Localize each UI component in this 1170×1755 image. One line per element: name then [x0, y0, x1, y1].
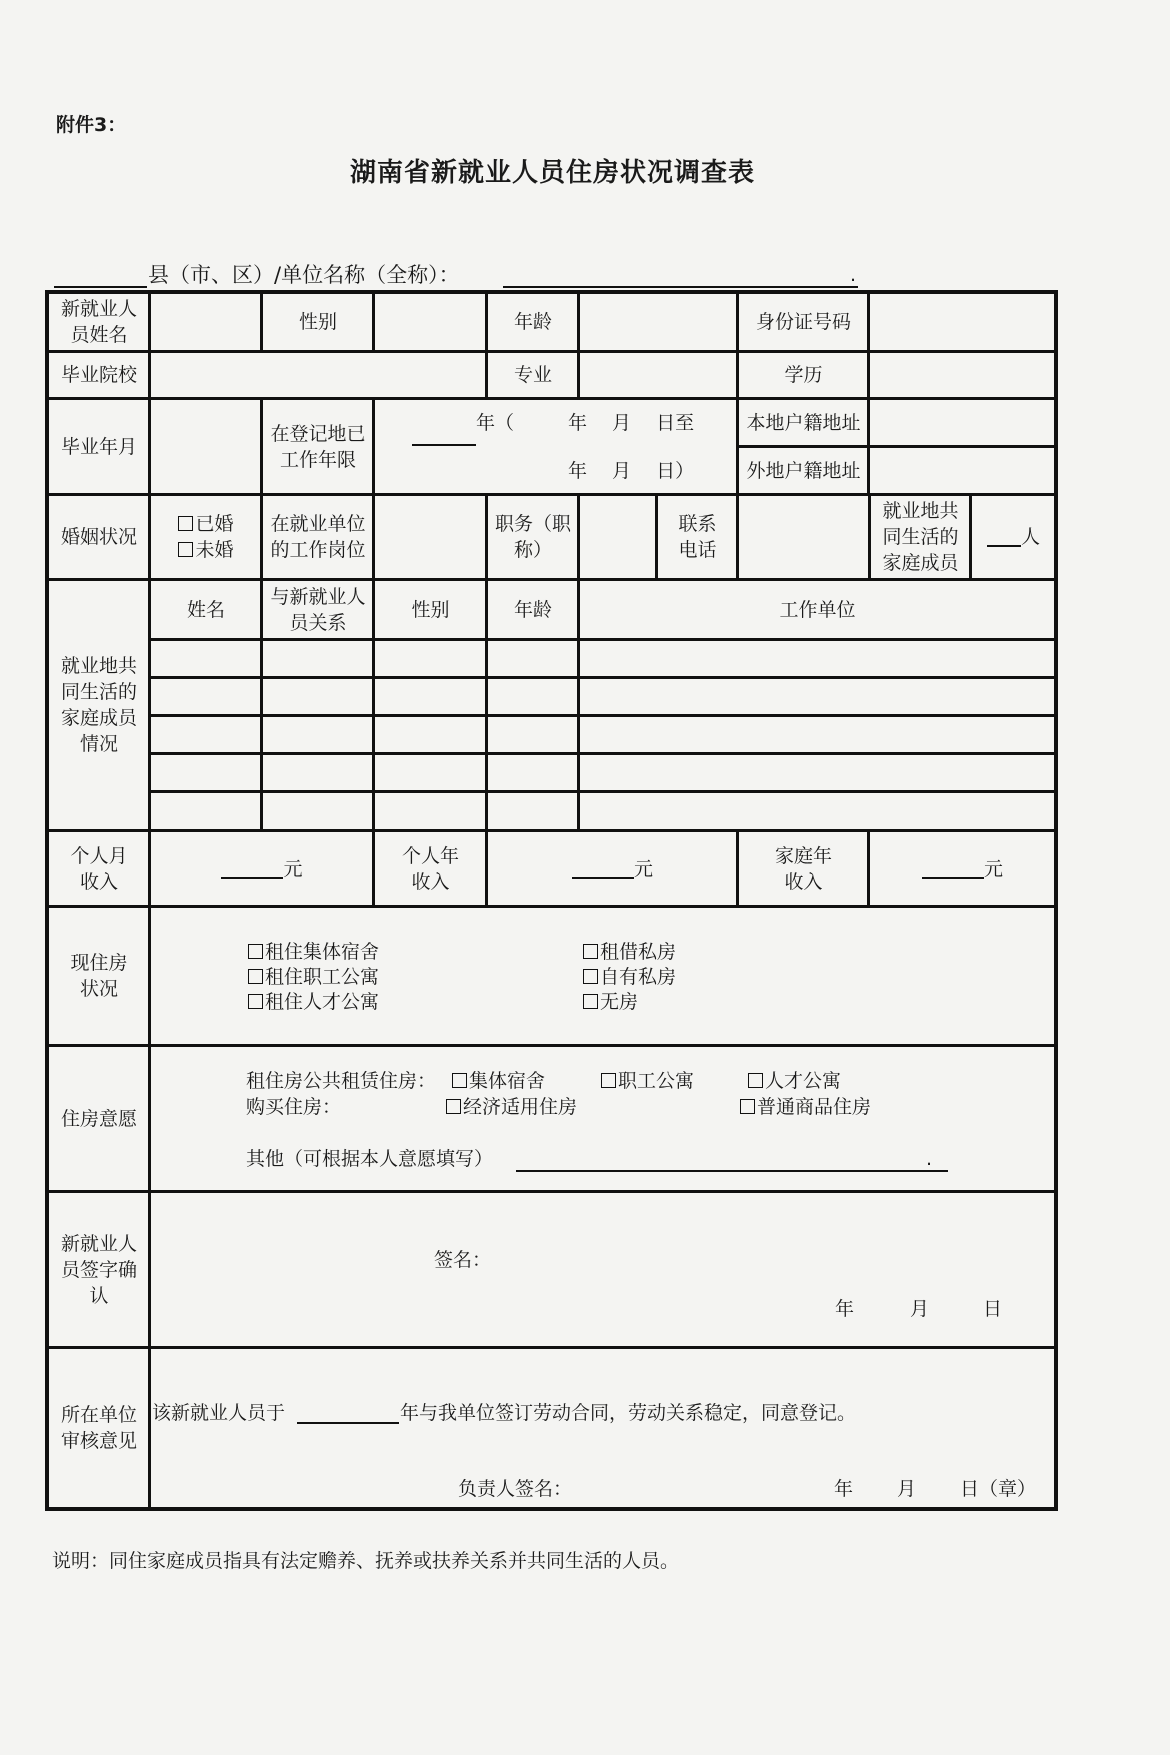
- married-checkbox[interactable]: 已婚: [178, 511, 233, 537]
- housing-option-no-house[interactable]: 无房: [583, 990, 676, 1015]
- family-member-relation-input[interactable]: [264, 679, 372, 714]
- unit-name-end: .: [850, 264, 857, 286]
- family-member-workplace-input[interactable]: [581, 793, 1054, 828]
- family-member-gender-input[interactable]: [376, 641, 485, 676]
- family-member-workplace-input[interactable]: [581, 755, 1054, 790]
- housing-label: 现住房状况: [70, 952, 128, 1000]
- family-col-workplace: 工作单位: [779, 598, 856, 621]
- checkbox-icon: [748, 1073, 763, 1088]
- housing-option-own-house[interactable]: 自有私房: [583, 965, 676, 990]
- title-label: 职务（职称）: [494, 513, 571, 561]
- gender-input[interactable]: [376, 294, 485, 350]
- family-member-relation-input[interactable]: [264, 717, 372, 752]
- age-input[interactable]: [581, 294, 736, 350]
- grad-input[interactable]: [152, 400, 260, 493]
- family-member-name-input[interactable]: [152, 793, 260, 828]
- family-member-gender-input[interactable]: [376, 717, 485, 752]
- footnote: 说明：同住家庭成员指具有法定赡养、抚养或扶养关系并共同生活的人员。: [52, 1550, 680, 1572]
- signature-year: 年: [835, 1298, 855, 1320]
- family-count-field[interactable]: 人: [973, 496, 1054, 578]
- checkbox-icon: [740, 1099, 755, 1114]
- housing-options-left: [248, 940, 379, 1015]
- signature-month: 月: [910, 1298, 930, 1320]
- intent-buy-affordable[interactable]: 经济适用住房: [446, 1094, 577, 1120]
- housing-option-private-rent[interactable]: 租借私房: [583, 940, 676, 965]
- checkbox-icon: [583, 944, 598, 959]
- review-year: 年: [834, 1478, 854, 1500]
- checkbox-icon: [446, 1099, 461, 1114]
- family-member-name-input[interactable]: [152, 641, 260, 676]
- family-member-gender-input[interactable]: [376, 679, 485, 714]
- work-years-input[interactable]: [412, 428, 476, 446]
- signature-input[interactable]: [500, 1240, 800, 1276]
- family-income-field[interactable]: 元: [871, 832, 1054, 905]
- checkbox-icon: [178, 516, 193, 531]
- checkbox-icon: [452, 1073, 467, 1088]
- unmarried-checkbox[interactable]: 未婚: [178, 537, 233, 563]
- review-signer-label: 负责人签名：: [458, 1478, 573, 1500]
- family-member-name-input[interactable]: [152, 717, 260, 752]
- work-years-label: 在登记地已工作年限: [270, 422, 366, 471]
- education-input[interactable]: [871, 353, 1054, 397]
- review-text-after: 年与我单位签订劳动合同，劳动关系稳定，同意登记。: [400, 1402, 857, 1424]
- family-member-age-input[interactable]: [489, 717, 577, 752]
- gender-label: 性别: [298, 311, 337, 333]
- family-member-relation-input[interactable]: [264, 793, 372, 828]
- signature-label: 签名：: [434, 1249, 492, 1271]
- intent-label: 住房意愿: [60, 1107, 137, 1130]
- local-hukou-label: 本地户籍地址: [746, 411, 861, 434]
- education-label: 学历: [784, 364, 823, 386]
- page-title: 湖南省新就业人员住房状况调查表: [349, 158, 755, 188]
- checkbox-icon: [178, 542, 193, 557]
- other-hukou-label: 外地户籍地址: [746, 459, 861, 482]
- checkbox-icon: [583, 969, 598, 984]
- family-member-age-input[interactable]: [489, 679, 577, 714]
- annual-income-label: 个人年收入: [401, 844, 459, 893]
- family-col-gender: 性别: [411, 598, 450, 621]
- checkbox-icon: [248, 994, 263, 1009]
- post-label: 在就业单位的工作岗位: [270, 513, 366, 561]
- checkbox-icon: [583, 994, 598, 1009]
- intent-other-label: 其他（可根据本人意愿填写）: [246, 1148, 494, 1170]
- intent-buy-label: 购买住房：: [246, 1096, 342, 1118]
- marital-label: 婚姻状况: [60, 526, 137, 548]
- family-member-gender-input[interactable]: [376, 793, 485, 828]
- family-member-name-input[interactable]: [152, 679, 260, 714]
- unit-name-field[interactable]: [503, 262, 858, 288]
- intent-buy-commercial[interactable]: 普通商品住房: [740, 1094, 871, 1120]
- title-input[interactable]: [581, 496, 655, 578]
- county-field[interactable]: [54, 262, 147, 288]
- housing-option-dorm[interactable]: 租住集体宿舍: [248, 940, 379, 965]
- intent-rent-label: 租住房公共租赁住房：: [246, 1070, 437, 1092]
- review-year-input[interactable]: [297, 1404, 399, 1424]
- major-label: 专业: [513, 364, 552, 386]
- id-input[interactable]: [871, 294, 1054, 350]
- age-label: 年龄: [513, 311, 552, 333]
- housing-option-talent-apartment[interactable]: 租住人才公寓: [248, 990, 379, 1015]
- major-input[interactable]: [581, 353, 736, 397]
- housing-option-staff-apartment[interactable]: 租住职工公寓: [248, 965, 379, 990]
- family-member-workplace-input[interactable]: [581, 641, 1054, 676]
- monthly-income-label: 个人月收入: [70, 844, 128, 893]
- housing-options-right: [583, 940, 676, 1015]
- school-label: 毕业院校: [60, 364, 137, 386]
- family-section-label: 就业地共同生活的家庭成员情况: [60, 655, 137, 755]
- family-member-name-input[interactable]: [152, 755, 260, 790]
- family-col-name: 姓名: [186, 598, 225, 621]
- family-col-age: 年龄: [513, 598, 552, 621]
- signature-day: 日: [983, 1298, 1003, 1320]
- review-month: 月: [897, 1478, 917, 1500]
- family-member-relation-input[interactable]: [264, 641, 372, 676]
- family-income-label: 家庭年收入: [774, 844, 832, 893]
- phone-input[interactable]: [740, 496, 868, 578]
- review-text-before: 该新就业人员于: [152, 1402, 286, 1424]
- id-label: 身份证号码: [755, 311, 851, 333]
- intent-rent-talent[interactable]: 人才公寓: [748, 1068, 841, 1094]
- post-input[interactable]: [376, 496, 485, 578]
- family-member-age-input[interactable]: [489, 755, 577, 790]
- intent-other-end: .: [926, 1148, 933, 1170]
- checkbox-icon: [248, 944, 263, 959]
- review-day-seal: 日（章）: [960, 1478, 1037, 1500]
- family-member-gender-input[interactable]: [376, 755, 485, 790]
- family-count-label: 就业地共同生活的家庭成员: [882, 500, 959, 574]
- checkbox-icon: [248, 969, 263, 984]
- checkbox-icon: [601, 1073, 616, 1088]
- other-hukou-input[interactable]: [871, 448, 1054, 493]
- phone-label: 联系电话: [678, 513, 717, 561]
- family-col-relation: 与新就业人员关系: [270, 585, 366, 634]
- grad-label: 毕业年月: [60, 435, 137, 458]
- monthly-income-field[interactable]: 元: [152, 832, 372, 905]
- county-label: 县（市、区）/单位名称（全称）：: [148, 263, 460, 287]
- intent-rent-staff[interactable]: 职工公寓: [601, 1068, 694, 1094]
- work-years-unit: 年（: [476, 412, 515, 434]
- family-member-age-input[interactable]: [489, 641, 577, 676]
- family-member-age-input[interactable]: [489, 793, 577, 828]
- review-section-label: 所在单位审核意见: [60, 1404, 137, 1452]
- intent-rent-dorm[interactable]: 集体宿舍: [452, 1068, 545, 1094]
- family-member-relation-input[interactable]: [264, 755, 372, 790]
- annual-income-field[interactable]: 元: [489, 832, 736, 905]
- work-years-to: 年 月 日）: [568, 460, 695, 482]
- local-hukou-input[interactable]: [871, 400, 1054, 445]
- name-label: 新就业人员姓名: [60, 298, 137, 346]
- signature-section-label: 新就业人员签字确认: [60, 1232, 137, 1307]
- attachment-label: 附件3：: [56, 114, 127, 136]
- intent-other-input[interactable]: [516, 1150, 948, 1172]
- work-years-from: 年 月 日至: [568, 412, 695, 434]
- family-member-workplace-input[interactable]: [581, 717, 1054, 752]
- marital-options: [152, 496, 260, 578]
- name-input[interactable]: [152, 294, 260, 350]
- family-member-workplace-input[interactable]: [581, 679, 1054, 714]
- school-input[interactable]: [152, 353, 485, 397]
